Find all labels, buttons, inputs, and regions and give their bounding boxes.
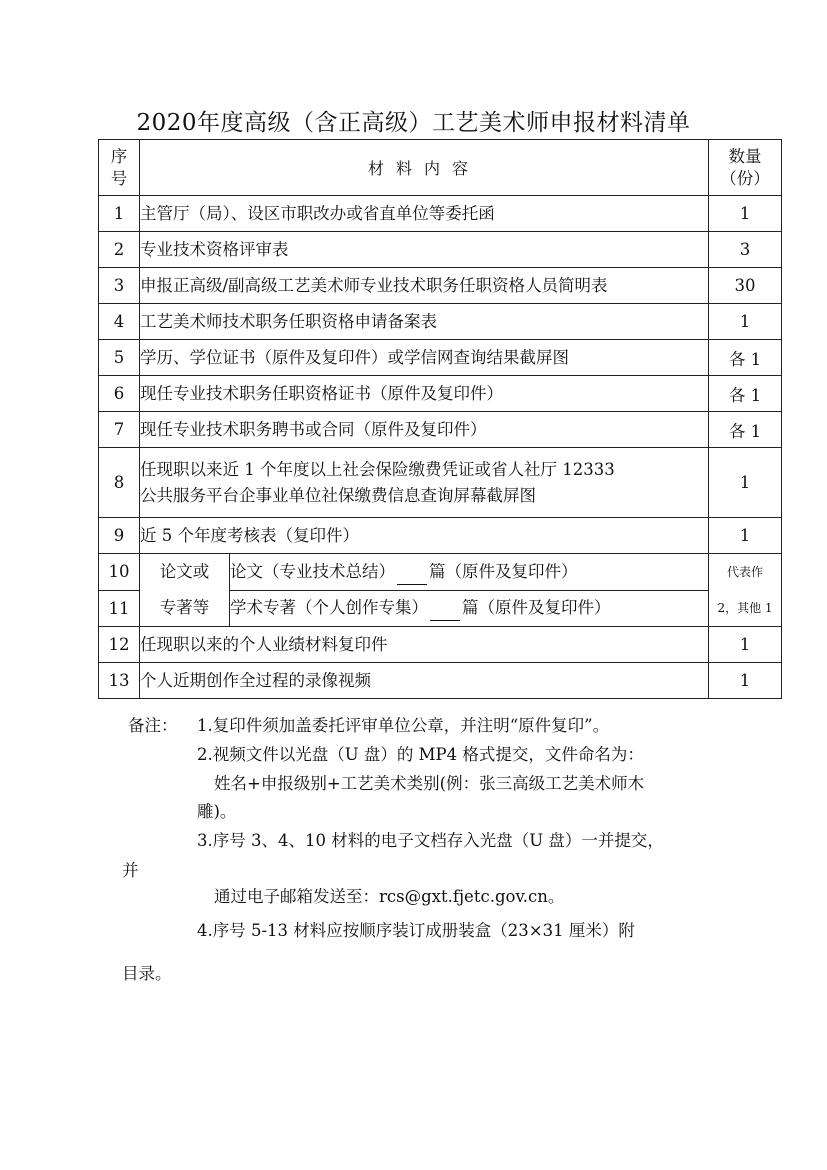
table-row: 12 任现职以来的个人业绩材料复印件 1 — [99, 627, 782, 663]
table-header-row — [99, 140, 782, 196]
page-title: 2020年度高级（含正高级）工艺美术师申报材料清单 — [136, 110, 691, 136]
table-row: 11 学术专著（个人创作专集） 篇（原件及复印件） — [99, 590, 782, 627]
group-count: 代表作 2，其他 1 — [709, 554, 782, 627]
table-row: 5 学历、学位证书（原件及复印件）或学信网查询结果截屏图 各 1 — [99, 340, 782, 376]
header-no: 序 号 — [99, 140, 140, 196]
note-2-cont: 姓名+申报级别+工艺美术类别(例：张三高级工艺美术师木 — [214, 774, 645, 793]
note-4: 4.序号 5-13 材料应按顺序装订成册装盒（23×31 厘米）附 — [197, 921, 635, 940]
table-row: 9 近 5 个年度考核表（复印件） 1 — [99, 518, 782, 554]
table-row: 8 任现职以来近 1 个年度以上社会保险缴费凭证或省人社厅 12333 公共服务平台企事业单位社保缴费信息查询屏幕截屏图 1 — [99, 448, 782, 518]
table-row: 10 论文或 专著等 论文（专业技术总结） 篇（原件及复印件） 代表作 2，其他 1 — [99, 554, 782, 591]
table-row: 2 专业技术资格评审表 3 — [99, 232, 782, 268]
materials-table — [98, 139, 782, 699]
table-row: 7 现任专业技术职务聘书或合同（原件及复印件） 各 1 — [99, 412, 782, 448]
blank-line — [430, 604, 460, 621]
note-4-cont: 目录。 — [122, 964, 172, 983]
notes-label: 备注： — [128, 716, 178, 735]
table-row: 13 个人近期创作全过程的录像视频 1 — [99, 663, 782, 699]
table-row: 1 主管厅（局）、设区市职改办或省直单位等委托函 1 — [99, 196, 782, 232]
group-label: 论文或 专著等 — [140, 554, 230, 627]
blank-line — [397, 568, 427, 585]
note-2: 2.视频文件以光盘（U 盘）的 MP4 格式提交，文件命名为： — [197, 745, 644, 764]
header-count: 数量 （份） — [709, 140, 782, 196]
note-1: 1.复印件须加盖委托评审单位公章，并注明“原件复印”。 — [197, 716, 610, 735]
header-content: 材料内容 — [140, 140, 709, 196]
note-2-cont2: 雕)。 — [197, 802, 237, 821]
table-row: 3 申报正高级/副高级工艺美术师专业技术职务任职资格人员简明表 30 — [99, 268, 782, 304]
table-row: 4 工艺美术师技术职务任职资格申请备案表 1 — [99, 304, 782, 340]
note-3-cont: 并 — [122, 861, 139, 880]
note-3-email: 通过电子邮箱发送至：rcs@gxt.fjetc.gov.cn。 — [214, 887, 565, 906]
note-3: 3.序号 3、4、10 材料的电子文档存入光盘（U 盘）一并提交， — [197, 831, 664, 850]
table-row: 6 现任专业技术职务任职资格证书（原件及复印件） 各 1 — [99, 376, 782, 412]
